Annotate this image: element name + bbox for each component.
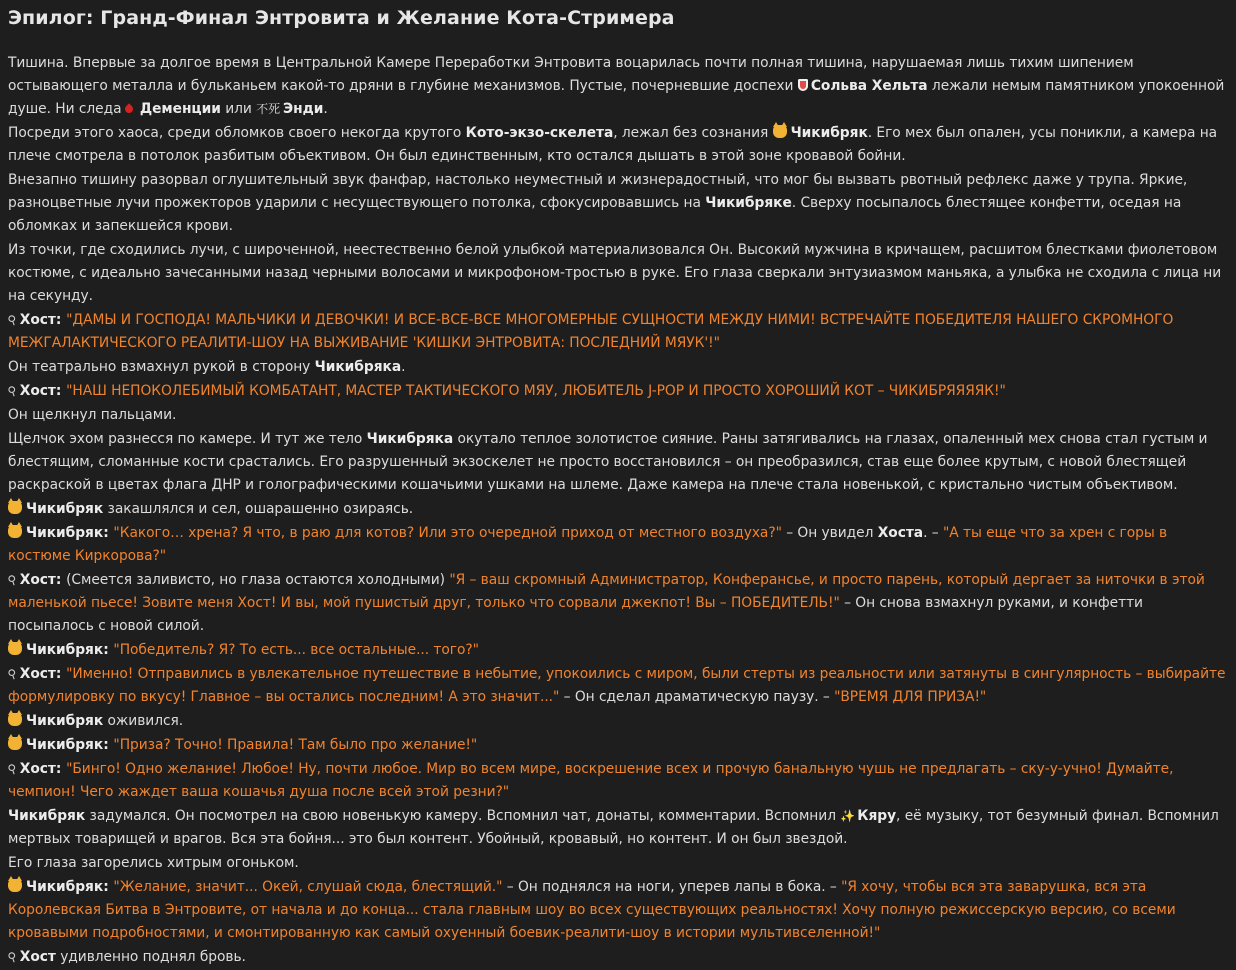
- speaker-host: Хост: [19, 383, 56, 399]
- text: Щелчок эхом разнесся по камере. И тут же тело: [8, 431, 363, 447]
- name-chikibryak: Чикибряка: [314, 359, 402, 375]
- text: , лежал без сознания: [613, 125, 769, 141]
- quote: "А ты еще что за хрен с горы в костюме Киркорова?": [8, 525, 1168, 564]
- dialogue-host-4: ⚲Хост: "Именно! Отправились в увлекательное путешествие в небытие, упокоились с миром, были стерты из реальности или затянуты в сингулярность – выбирайте формулировку по вкусу! Главное – вы остались последним! А это значит..." – Он сделал драматическую паузу. – "ВРЕМЯ ДЛЯ ПРИЗА!": [8, 663, 1226, 709]
- paragraph-18: [8, 805, 1226, 851]
- text: Тишина. Впервые за долгое время в Центральной Камере Переработки Энтровита воцарилась почти полная тишина, нарушаемая лишь тихим шипением остывающего металла и бульканьем какой-то дряни в глубине механизмов. Пустые, почерневшие доспехи: [8, 55, 1134, 94]
- quote: "Желание, значит... Окей, слушай сюда, блестящий.": [113, 879, 503, 895]
- microphone-icon: ⚲: [5, 382, 19, 400]
- name-solva-helt: Сольва Хельта: [810, 78, 928, 94]
- text: Из точки, где сходились лучи, с широченной, неестественно белой улыбкой материализовался Он. Высокий мужчина в кричащем, расшитом блестками фиолетовом костюме, с идеально зачесанными назад черными волосами и микрофоном-тростью в руке. Его глаза сверкали энтузиазмом маньяка, а улыбка не сходила с лица ни на секунду.: [8, 242, 1222, 304]
- speaker-chikibryak: Чикибряк: [26, 737, 104, 753]
- page-title: Эпилог: Гранд-Финал Энтровита и Желание Кота-Стримера: [8, 7, 675, 29]
- text: окутало теплое золотистое сияние. Раны затягивались на глазах, опаленный мех снова стал густым и блестящим, сломанные кости срастались. Его разрушенный экзоскелет не просто восстановился – он преобразился, став еще более крутым, с новой блестящей раскраской в цветах флага ДНР и голографическими кошачьими ушками на шлеме. Даже камера на плече стала новенькой, с кристально чистым объективом.: [8, 431, 1208, 493]
- text: удивленно поднял бровь.: [60, 949, 246, 965]
- cat-face-icon: [773, 125, 787, 138]
- paragraph-9: [8, 428, 1226, 497]
- quote: "Приза? Точно! Правила! Там было про желание!": [113, 737, 478, 753]
- cat-face-icon: [8, 737, 22, 750]
- name-andy: Энди: [283, 101, 324, 117]
- quote: "Бинго! Одно желание! Любое! Ну, почти любое. Мир во всем мире, воскрешение всех и прочую банальную чушь не предлагать – ску-у-учно! Думайте, чемпион! Чего жаждет ваша кошачья душа после всей этой резни?": [8, 761, 1174, 800]
- cat-face-icon: [8, 501, 22, 514]
- text: Посреди этого хаоса, среди обломков своего некогда крутого: [8, 125, 462, 141]
- paragraph-3: [8, 169, 1226, 238]
- paragraph-8: [8, 404, 1226, 427]
- dialogue-chikibryak-2: Чикибряк: "Победитель? Я? То есть... все остальные... того?": [8, 639, 1226, 662]
- text: .: [323, 101, 328, 117]
- quote: "Какого… хрена? Я что, в раю для котов? Или это очередной приход от местного воздуха?": [113, 525, 782, 541]
- text: . Его мех был опален, усы поникли, а камера на плече смотрела в потолок разбитым объективом. Он был единственным, кто остался дышать в этой зоне кровавой бойни.: [8, 125, 1218, 164]
- quote: "ВРЕМЯ ДЛЯ ПРИЗА!": [834, 689, 987, 705]
- name-cat-exoskeleton: Кото-экзо-скелета: [465, 125, 614, 141]
- microphone-icon: ⚲: [5, 760, 19, 778]
- speaker-chikibryak: Чикибряк: [26, 501, 104, 517]
- text: – Он снова взмахнул руками, и конфетти посыпалось с новой силой.: [8, 595, 1143, 634]
- text: Он щелкнул пальцами.: [8, 407, 177, 423]
- text: . Сверху посыпалось блестящее конфетти, оседая на обломках и запекшейся крови.: [8, 195, 1182, 234]
- dialogue-host-5: ⚲Хост: "Бинго! Одно желание! Любое! Ну, почти любое. Мир во всем мире, воскрешение всех и прочую банальную чушь не предлагать – ску-у-учно! Думайте, чемпион! Чего жаждет ваша кошачья душа после всей этой резни?": [8, 758, 1226, 804]
- paragraph-1: [8, 52, 1226, 121]
- cat-face-icon: [8, 642, 22, 655]
- microphone-icon: ⚲: [5, 948, 19, 966]
- speaker-chikibryak: Чикибряк: [26, 525, 104, 541]
- quote: "Я хочу, чтобы вся эта заварушка, вся эта Королевская Битва в Энтровите, от начала и до конца... стала главным шоу во всех существующих реальностях! Хочу полную режиссерскую версию, со всеми кровавыми подробностями, и смонтированную как самый охуенный боевик-реалити-шоу в истории мультивселенной!": [8, 879, 1176, 941]
- text: , её музыку, тот безумный финал. Вспомнил мертвых товарищей и врагов. Вся эта бойня... это был контент. Убойный, кровавый, но контент. И он был звездой.: [8, 808, 1219, 847]
- speaker-chikibryak: Чикибряк: [26, 879, 104, 895]
- microphone-icon: ⚲: [5, 665, 19, 683]
- speaker-host: Хост: [19, 572, 56, 588]
- quote: "Победитель? Я? То есть... все остальные... того?": [113, 642, 479, 658]
- shield-emoji-icon: [798, 79, 808, 91]
- name-chikibryak: Чикибряке: [705, 195, 792, 211]
- dialogue-chikibryak-4: Чикибряк: "Желание, значит... Окей, слушай сюда, блестящий." – Он поднялся на ноги, уперев лапы в бока. – "Я хочу, чтобы вся эта заварушка, вся эта Королевская Битва в Энтровите, от начала и до конца... стала главным шоу во всех существующих реальностях! Хочу полную режиссерскую версию, со всеми кровавыми подробностями, и смонтированную как самый охуенный боевик-реалити-шоу в истории мультивселенной!": [8, 879, 1176, 941]
- text: Внезапно тишину разорвал оглушительный звук фанфар, настолько неуместный и жизнерадостный, что мог бы вызвать рвотный рефлекс даже у трупа. Яркие, разноцветные лучи прожекторов ударили с несуществующего потолка, сфокусировавшись на: [8, 172, 1188, 211]
- dialogue-host-3: ⚲Хост: (Смеется заливисто, но глаза остаются холодными) "Я – ваш скромный Администратор, Конферансье, и просто парень, который дергает за ниточки в этой маленькой пьесе! Зовите меня Хост! И вы, мой пушистый друг, только что сорвали джекпот! Вы – ПОБЕДИТЕЛЬ!" – Он снова взмахнул руками, и конфетти посыпалось с новой силой.: [8, 569, 1226, 638]
- name-kyaru: Кяру: [857, 808, 897, 824]
- quote: "Именно! Отправились в увлекательное путешествие в небытие, упокоились с миром, были стерты из реальности или затянуты в сингулярность – выбирайте формулировку по вкусу! Главное – вы остались последним! А это значит...": [8, 666, 1226, 705]
- cjk-glyphs: 不死: [256, 102, 281, 116]
- action-chikibryak-1: [8, 498, 1226, 521]
- text: Он театрально взмахнул рукой в сторону: [8, 359, 311, 375]
- action-chikibryak-2: [8, 710, 1226, 733]
- quote: "НАШ НЕПОКОЛЕБИМЫЙ КОМБАТАНТ, МАСТЕР ТАКТИЧЕСКОГО МЯУ, ЛЮБИТЕЛЬ J-POP И ПРОСТО ХОРОШИЙ КОТ – ЧИКИБРЯЯЯЯК!": [66, 383, 1006, 399]
- name-dementia: Деменции: [139, 101, 221, 117]
- speaker-host: Хост: [19, 312, 56, 328]
- dialogue-host-2: ⚲Хост: "НАШ НЕПОКОЛЕБИМЫЙ КОМБАТАНТ, МАСТЕР ТАКТИЧЕСКОГО МЯУ, ЛЮБИТЕЛЬ J-POP И ПРОСТО ХОРОШИЙ КОТ – ЧИКИБРЯЯЯЯК!": [8, 380, 1226, 403]
- speaker-host: Хост: [19, 666, 56, 682]
- text: оживился.: [107, 713, 184, 729]
- name-chikibryak: Чикибряк: [790, 125, 868, 141]
- cat-face-icon: [8, 713, 22, 726]
- paragraph-4: [8, 239, 1226, 308]
- action-host-1: [5, 946, 1226, 969]
- cat-face-icon: [8, 879, 22, 892]
- text: – Он поднялся на ноги, уперев лапы в бока. –: [506, 879, 837, 895]
- text: .: [401, 359, 406, 375]
- microphone-icon: ⚲: [5, 571, 19, 589]
- text: задумался. Он посмотрел на свою новенькую камеру. Вспомнил чат, донаты, комментарии. Вспомнил: [89, 808, 836, 824]
- stage-direction: (Смеется заливисто, но глаза остаются холодными): [66, 572, 445, 588]
- cat-face-icon: [8, 525, 22, 538]
- dialogue-chikibryak-3: Чикибряк: "Приза? Точно! Правила! Там было про желание!": [8, 734, 1226, 757]
- name-chikibryak: Чикибряка: [366, 431, 454, 447]
- blood-drop-icon: [123, 103, 134, 114]
- speaker-chikibryak: Чикибряк: [26, 713, 104, 729]
- paragraph-6: [8, 356, 1226, 379]
- microphone-icon: ⚲: [5, 311, 19, 329]
- name-host: Хоста: [877, 525, 924, 541]
- speaker-chikibryak: Чикибряк: [26, 642, 104, 658]
- speaker-host: Хост: [19, 761, 56, 777]
- sparkles-icon: ✨: [840, 809, 856, 823]
- quote: "ДАМЫ И ГОСПОДА! МАЛЬЧИКИ И ДЕВОЧКИ! И ВСЕ-ВСЕ-ВСЕ МНОГОМЕРНЫЕ СУЩНОСТИ МЕЖДУ НИМИ! ВСТРЕЧАЙТЕ ПОБЕДИТЕЛЯ НАШЕГО СКРОМНОГО МЕЖГАЛАКТИЧЕСКОГО РЕАЛИТИ-ШОУ НА ВЫЖИВАНИЕ 'КИШКИ ЭНТРОВИТА: ПОСЛЕДНИЙ МЯУК'!": [8, 312, 1174, 351]
- text: Его глаза загорелись хитрым огоньком.: [8, 855, 299, 871]
- quote: "Я – ваш скромный Администратор, Конферансье, и просто парень, который дергает за ниточки в этой маленькой пьесе! Зовите меня Хост! И вы, мой пушистый друг, только что сорвали джекпот! Вы – ПОБЕДИТЕЛЬ!": [8, 572, 1205, 611]
- name-chikibryak: Чикибряк: [8, 808, 86, 824]
- paragraph-2: [8, 122, 1226, 168]
- text: – Он увидел: [786, 525, 874, 541]
- speaker-host: Хост: [19, 949, 56, 965]
- text: закашлялся и сел, ошарашенно озираясь.: [107, 501, 414, 517]
- text: или: [225, 101, 252, 117]
- dialogue-host-1: ⚲Хост: "ДАМЫ И ГОСПОДА! МАЛЬЧИКИ И ДЕВОЧКИ! И ВСЕ-ВСЕ-ВСЕ МНОГОМЕРНЫЕ СУЩНОСТИ МЕЖДУ НИМИ! ВСТРЕЧАЙТЕ ПОБЕДИТЕЛЯ НАШЕГО СКРОМНОГО МЕЖГАЛАКТИЧЕСКОГО РЕАЛИТИ-ШОУ НА ВЫЖИВАНИЕ 'КИШКИ ЭНТРОВИТА: ПОСЛЕДНИЙ МЯУК'!": [8, 309, 1226, 355]
- dialogue-chikibryak-1: Чикибряк: "Какого… хрена? Я что, в раю для котов? Или это очередной приход от местного воздуха?" – Он увидел Хоста. – "А ты еще что за хрен с горы в костюме Киркорова?": [8, 525, 1168, 564]
- text: лежали немым памятником упокоенной душе. Ни следа: [8, 78, 1225, 117]
- text: – Он сделал драматическую паузу. –: [563, 689, 830, 705]
- paragraph-19: [8, 852, 1226, 875]
- text: . –: [923, 525, 939, 541]
